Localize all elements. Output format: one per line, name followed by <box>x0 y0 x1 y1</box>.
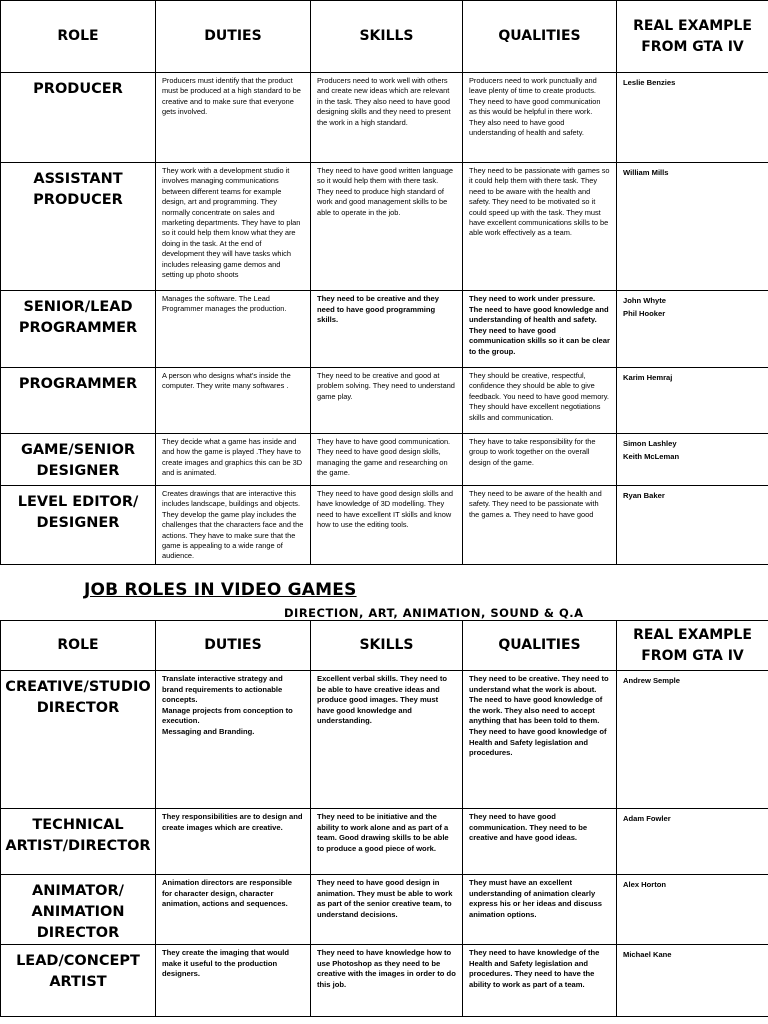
duties-cell: They work with a development studio it involves managing communications between different teams for example design, art and programming. They normally concentrate on sales and marketing departments. They have to plan so it could help them know what they are doing in the task. At the end of development they will have tasks which includes releasing game demos and setting up photo shoots <box>156 163 311 291</box>
skills-cell: They need to be creative and they need to have good programming skills. <box>311 291 463 368</box>
role-cell: SENIOR/LEAD PROGRAMMER <box>1 291 156 368</box>
skills-cell: They need to have good written language so it would help them with there task. They need to produce high standard of work and good management skills to be able to operate in the job. <box>311 163 463 291</box>
duties-line: Manage projects from conception to execution. <box>162 705 293 726</box>
qualities-cell: They need to have knowledge of the Health and Safety legislation and procedures. They need to have the ability to work as part of a team. <box>463 945 617 1017</box>
role-cell: LEVEL EDITOR/ DESIGNER <box>1 486 156 565</box>
header-duties: DUTIES <box>156 621 311 671</box>
duties-cell: Manages the software. The Lead Programmer manages the production. <box>156 291 311 368</box>
duties-line: Animation directors are responsible for character design, character animation, actions and sequences. <box>162 878 292 909</box>
example-name: Alex Horton <box>623 880 667 889</box>
table-row <box>1 73 768 163</box>
table-row <box>1 875 768 945</box>
table-row <box>1 945 768 1017</box>
duties-cell <box>156 875 311 945</box>
duties-line: They responsibilities are to design and create images which are creative. <box>162 812 303 832</box>
example-cell <box>617 486 768 565</box>
duties-cell <box>156 809 311 875</box>
header-qualities: QUALITIES <box>463 1 617 73</box>
table-row <box>1 368 768 434</box>
skills-cell: They need to have good design in animation. They must be able to work as part of the senior creative team, to understand decisions. <box>311 875 463 945</box>
duties-cell: They decide what a game has inside and and how the game is played .They have to create images and graphics this can be 3D and is animated. <box>156 434 311 486</box>
example-name: Leslie Benzies <box>623 78 676 87</box>
duties-line: Messaging and Branding. <box>162 726 255 736</box>
example-name: William Mills <box>623 168 669 177</box>
header-skills: SKILLS <box>311 1 463 73</box>
skills-cell: They need to be creative and good at problem solving. They need to understand game play. <box>311 368 463 434</box>
duties-cell <box>156 671 311 809</box>
example-cell <box>617 671 768 809</box>
header-skills: SKILLS <box>311 621 463 671</box>
duties-cell: Producers must identify that the product must be produced at a high standard to be creative and to make sure that everyone gets involved. <box>156 73 311 163</box>
header-real-example: REAL EXAMPLE FROM GTA IV <box>617 621 768 671</box>
header-qualities: QUALITIES <box>463 621 617 671</box>
example-cell <box>617 945 768 1017</box>
example-name: Adam Fowler <box>623 814 671 823</box>
skills-cell: Excellent verbal skills. They need to be able to have creative ideas and produce good images. They must have good knowledge and understanding. <box>311 671 463 809</box>
header-duties: DUTIES <box>156 1 311 73</box>
example-cell <box>617 875 768 945</box>
example-cell <box>617 809 768 875</box>
skills-cell: Producers need to work well with others and create new ideas which are relevant in the task. They also need to have good designing skills and they need to present the work in a high standard. <box>311 73 463 163</box>
section-subheading: DIRECTION, ART, ANIMATION, SOUND & Q.A <box>284 606 584 620</box>
role-cell: ASSISTANT PRODUCER <box>1 163 156 291</box>
qualities-cell: Producers need to work punctually and leave plenty of time to create products. They need to have good communication as this would be helpful in there work. They also need to have good understanding of health and safety. <box>463 73 617 163</box>
qualities-cell: They must have an excellent understanding of animation clearly express his or her ideas and discuss animation options. <box>463 875 617 945</box>
example-name: Simon Lashley <box>623 439 677 448</box>
example-name: Andrew Semple <box>623 676 680 685</box>
table-row <box>1 291 768 368</box>
role-cell: PRODUCER <box>1 73 156 163</box>
skills-cell: They need to have knowledge how to use Photoshop as they need to be creative with the images in order to do this job. <box>311 945 463 1017</box>
qualities-cell: They have to take responsibility for the group to work together on the overall design of the game. <box>463 434 617 486</box>
header-real-example: REAL EXAMPLE FROM GTA IV <box>617 1 768 73</box>
qualities-cell: They need to be creative. They need to understand what the work is about. The need to have good knowledge of the work. They also need to accept anything that has been told to them. They need to have good knowledge of Health and Safety legislation and procedures. <box>463 671 617 809</box>
job-roles-table-direction <box>0 620 768 1017</box>
header-role: ROLE <box>1 1 156 73</box>
table-row <box>1 434 768 486</box>
table-row <box>1 671 768 809</box>
example-cell <box>617 368 768 434</box>
table-header-row <box>1 1 768 73</box>
example-name: John Whyte <box>623 296 667 305</box>
table-row <box>1 809 768 875</box>
duties-cell: A person who designs what's inside the computer. They write many softwares . <box>156 368 311 434</box>
duties-line: Translate interactive strategy and brand requirements to actionable concepts. <box>162 674 283 705</box>
role-cell: TECHNICAL ARTIST/DIRECTOR <box>1 809 156 875</box>
example-name: Ryan Baker <box>623 491 665 500</box>
table-header-row <box>1 621 768 671</box>
qualities-cell: They need to have good communication. They need to be creative and have good ideas. <box>463 809 617 875</box>
skills-cell: They need to be initiative and the ability to work alone and as part of a team. Good drawing skills to be able to produce a good piece of work. <box>311 809 463 875</box>
example-name: Karim Hemraj <box>623 373 673 382</box>
qualities-cell: They should be creative, respectful, confidence they should be able to give feedback. You need to have good memory. They should have excellent negotiations skills and communication. <box>463 368 617 434</box>
duties-cell: Creates drawings that are interactive this includes landscape, buildings and objects. They develop the game play includes the challenges that the characters face and the actions. They have to make sure that the game is appealing to a wide range of audience. <box>156 486 311 565</box>
table-row <box>1 163 768 291</box>
role-cell: CREATIVE/STUDIO DIRECTOR <box>1 671 156 809</box>
role-cell: LEAD/CONCEPT ARTIST <box>1 945 156 1017</box>
example-cell <box>617 73 768 163</box>
example-cell <box>617 434 768 486</box>
qualities-cell: They need to be aware of the health and safety. They need to be passionate with the games a. They need to have good <box>463 486 617 565</box>
example-name: Keith McLeman <box>623 452 680 462</box>
example-name: Phil Hooker <box>623 309 666 319</box>
duties-line: They create the imaging that would make it useful to the production designers. <box>162 948 290 979</box>
qualities-cell: They need to be passionate with games so it could help them with there task. They need to be aware with the health and safety. They need to be motivated so it could speed up with the task. They must have excellent communications skills to be able work effectively as a team. <box>463 163 617 291</box>
role-cell: PROGRAMMER <box>1 368 156 434</box>
role-cell: ANIMATOR/ ANIMATION DIRECTOR <box>1 875 156 945</box>
skills-cell: They need to have good design skills and have knowledge of 3D modelling. They need to have excellent IT skills and know how to use the editing tools. <box>311 486 463 565</box>
table-row <box>1 486 768 565</box>
example-name: Michael Kane <box>623 950 672 959</box>
header-role: ROLE <box>1 621 156 671</box>
qualities-cell: They need to work under pressure. The need to have good knowledge and understanding of health and safety. They need to have good communication skills so it can be clear to the group. <box>463 291 617 368</box>
example-cell <box>617 163 768 291</box>
example-cell <box>617 291 768 368</box>
section-heading: JOB ROLES IN VIDEO GAMES <box>84 580 357 600</box>
role-cell: GAME/SENIOR DESIGNER <box>1 434 156 486</box>
skills-cell: They have to have good communication. They need to have good design skills, managing the game and researching on the game. <box>311 434 463 486</box>
duties-cell <box>156 945 311 1017</box>
